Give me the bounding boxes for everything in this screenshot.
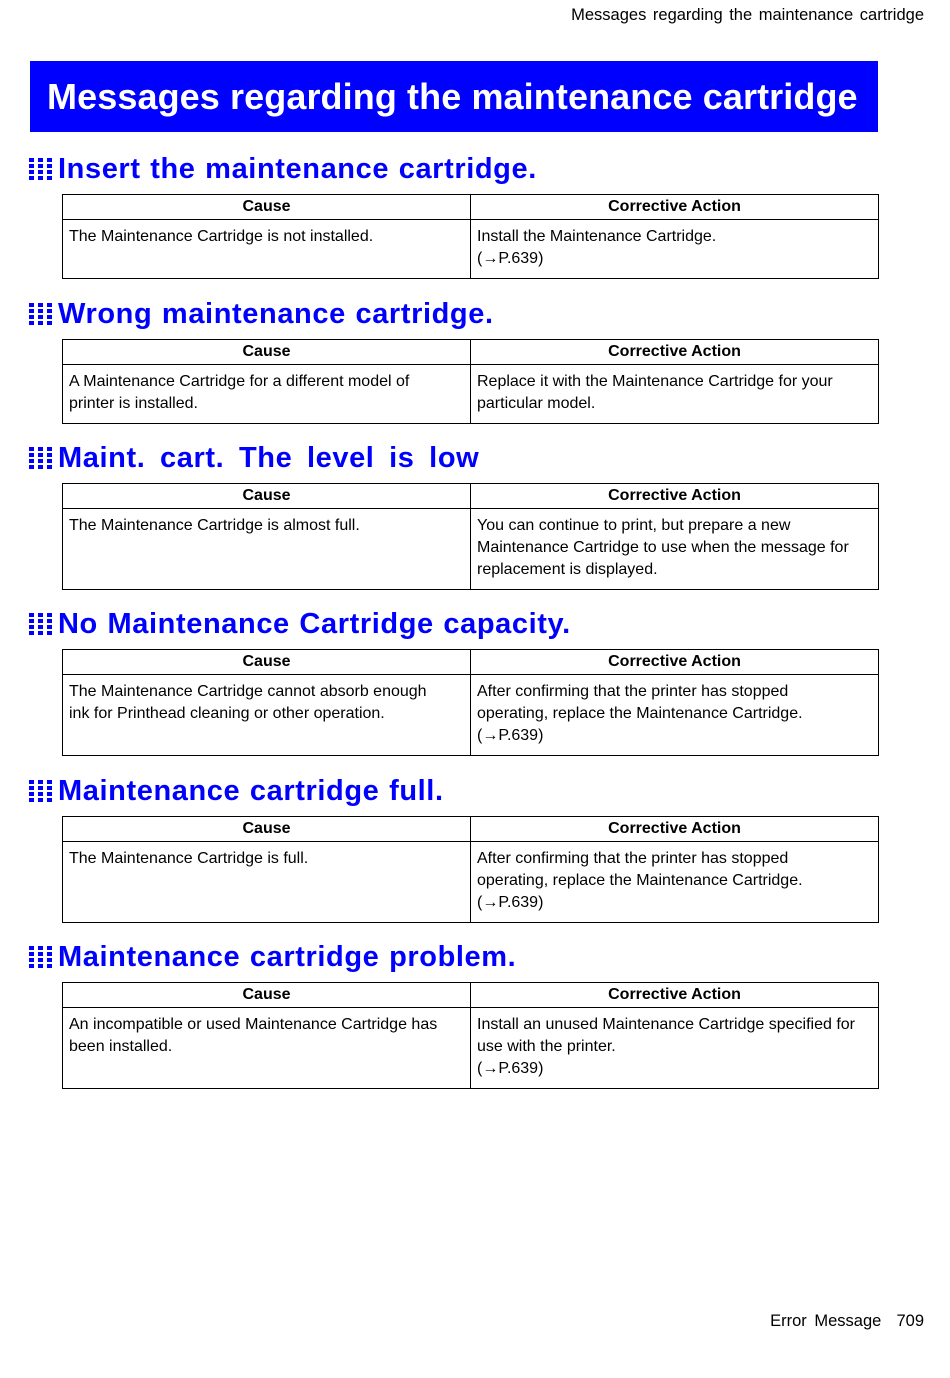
cause-header: Cause [63,817,471,842]
section-title: Maintenance cartridge problem. [58,940,517,973]
action-header: Corrective Action [471,195,879,220]
message-section [29,152,879,279]
action-header: Corrective Action [471,650,879,675]
cause-line: ink for Printhead cleaning or other operation. [69,705,385,722]
action-cell [471,1008,879,1089]
cause-line: The Maintenance Cartridge cannot absorb enough [69,683,427,700]
section-title: Maint. cart. The level is low [58,441,480,474]
cause-cell [63,365,471,424]
page-reference: (→P.639) [477,727,544,744]
grid-icon [29,613,52,635]
page-title-banner [30,61,878,132]
message-section [29,940,879,1089]
table-row [63,509,879,590]
table-header-row [63,195,879,220]
table-row [63,220,879,279]
section-heading [29,297,879,331]
cause-cell [63,220,471,279]
cause-header: Cause [63,650,471,675]
section-title: No Maintenance Cartridge capacity. [58,607,571,640]
section-title: Insert the maintenance cartridge. [58,152,537,185]
table-header-row [63,340,879,365]
action-cell [471,220,879,279]
action-header: Corrective Action [471,983,879,1008]
table-header-row [63,817,879,842]
cause-line: The Maintenance Cartridge is not installed. [69,228,374,245]
section-title: Wrong maintenance cartridge. [58,297,494,330]
cause-header: Cause [63,195,471,220]
action-line: replacement is displayed. [477,561,658,578]
action-header: Corrective Action [471,484,879,509]
footer-chapter: Error Message [770,1312,882,1330]
page-reference: (→P.639) [477,894,544,911]
cause-action-table [62,816,879,923]
table-row [63,1008,879,1089]
action-line: Install the Maintenance Cartridge. [477,228,717,245]
cause-action-table [62,483,879,590]
cause-line: printer is installed. [69,395,198,412]
cause-action-table [62,194,879,279]
cause-line: The Maintenance Cartridge is almost full. [69,517,360,534]
cause-header: Cause [63,484,471,509]
cause-line: been installed. [69,1038,173,1055]
cause-line: The Maintenance Cartridge is full. [69,850,309,867]
action-line: Replace it with the Maintenance Cartridge for your [477,373,833,390]
action-line: After confirming that the printer has stopped [477,683,789,700]
section-heading [29,774,879,808]
action-cell [471,365,879,424]
action-header: Corrective Action [471,340,879,365]
table-header-row [63,983,879,1008]
action-line: Install an unused Maintenance Cartridge specified for [477,1016,855,1033]
action-line: Maintenance Cartridge to use when the message for [477,539,849,556]
grid-icon [29,780,52,802]
message-section [29,441,879,590]
table-header-row [63,650,879,675]
page-title: Messages regarding the maintenance cartridge [47,75,858,117]
cause-cell [63,842,471,923]
grid-icon [29,158,52,180]
table-row [63,365,879,424]
table-row [63,675,879,756]
section-heading [29,940,879,974]
page-reference: (→P.639) [477,250,544,267]
cause-action-table [62,649,879,756]
table-row [63,842,879,923]
grid-icon [29,946,52,968]
section-heading [29,607,879,641]
action-line: After confirming that the printer has stopped [477,850,789,867]
action-line: You can continue to print, but prepare a new [477,517,791,534]
cause-action-table [62,339,879,424]
page-reference: (→P.639) [477,1060,544,1077]
action-cell [471,675,879,756]
section-title: Maintenance cartridge full. [58,774,444,807]
section-heading [29,152,879,186]
action-cell [471,842,879,923]
cause-cell [63,1008,471,1089]
cause-cell [63,675,471,756]
grid-icon [29,303,52,325]
cause-cell [63,509,471,590]
message-section [29,297,879,424]
message-section [29,774,879,923]
running-header: Messages regarding the maintenance cartridge [571,6,924,24]
action-line: operating, replace the Maintenance Cartridge. [477,872,803,889]
action-line: use with the printer. [477,1038,616,1055]
action-line: operating, replace the Maintenance Cartridge. [477,705,803,722]
section-heading [29,441,879,475]
action-cell [471,509,879,590]
cause-header: Cause [63,340,471,365]
table-header-row [63,484,879,509]
cause-line: An incompatible or used Maintenance Cartridge has [69,1016,438,1033]
cause-action-table [62,982,879,1089]
grid-icon [29,447,52,469]
cause-line: A Maintenance Cartridge for a different model of [69,373,410,390]
message-section [29,607,879,756]
action-header: Corrective Action [471,817,879,842]
action-line: particular model. [477,395,596,412]
cause-header: Cause [63,983,471,1008]
page-footer [770,1312,924,1331]
page-number: 709 [896,1312,924,1330]
